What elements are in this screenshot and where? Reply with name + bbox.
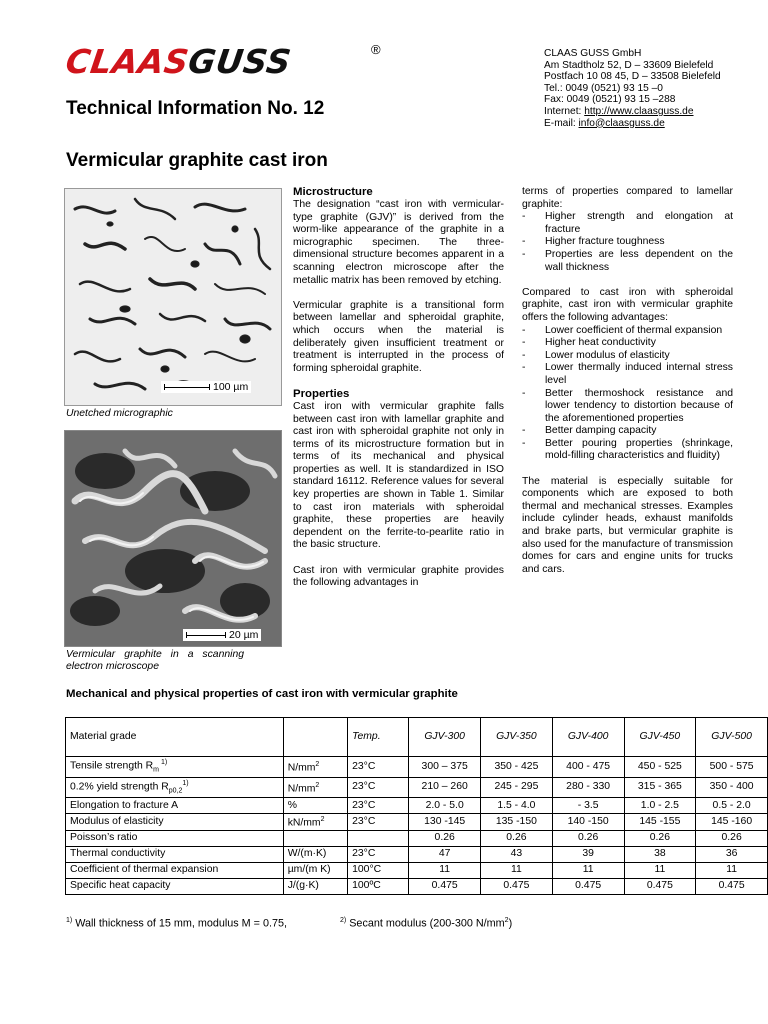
value-cell: 130 -145 [409,814,481,830]
sem-image [64,430,282,647]
value-cell: 0.475 [696,878,768,894]
internet-line [544,106,721,118]
table-body [66,757,768,895]
unit-text: W/(m·K) [287,848,327,860]
value-cell: 43 [481,846,553,862]
unit-text: J/(g·K) [287,880,319,892]
footnote-end: ) [508,917,513,930]
header-grade: GJV-350 [481,718,553,757]
header-grade: GJV-400 [552,718,624,757]
properties-paragraph: Cast iron with vermicular graphite falls between cast iron with lamellar graphite and cast iron with spheroidal graphite not only in terms of its microstructure formation but in terms of its mechanical and physical properties as well. It is standardized in ISO standard 16112. Reference values for several key properties are shown in Table 1. Similar to cast iron materials with spheroidal graphite, these properties are heavily dependent on the ferrite-to-pearlite ratio in the basic structure. [293,400,504,551]
list-item: - Better damping capacity [522,425,733,438]
unit-cell [283,846,347,862]
unit-text: µm/(m K) [287,864,331,876]
value-cell: 350 - 400 [696,777,768,798]
microstructure-paragraph: Vermicular graphite is a transitional form between lamellar and spheroidal graphite, which occurs when the material is deliberately given insufficient treatment or treatment is interrupted in the process of forming spheroidal graphite. [293,299,504,374]
unit-cell [283,798,347,814]
table-row [66,814,768,830]
property-name-cell [66,846,284,862]
value-cell: 36 [696,846,768,862]
value-cell: 0.26 [481,830,553,846]
temp-cell: 23°C [348,846,409,862]
footnote-mark: 2) [340,917,347,924]
table-row [66,846,768,862]
property-name-cell [66,777,284,798]
footnote-1 [66,917,287,930]
unit-cell [283,878,347,894]
value-cell: 0.475 [409,878,481,894]
property-name-cell [66,814,284,830]
value-cell: 38 [624,846,696,862]
unit-text: % [287,799,297,811]
list-item: - Lower modulus of elasticity [522,350,733,363]
header-temp: Temp. [348,718,409,757]
header-grade: GJV-450 [624,718,696,757]
temp-cell: 23°C [348,814,409,830]
property-name: Thermal conductivity [70,848,166,860]
unit-text: N/mm [287,783,316,795]
temp-cell: 23°C [348,777,409,798]
value-cell: 0.26 [409,830,481,846]
advantages-list-lamellar [522,211,733,274]
company-line: Am Stadtholz 52, D – 33609 Bielefeld [544,59,714,71]
value-cell: 245 - 295 [481,777,553,798]
middle-text-column [293,186,504,602]
table-row [66,777,768,798]
micrograph-scale-bar [161,381,251,393]
property-name: Coefficient of thermal expansion [70,864,219,876]
value-cell: 0.26 [552,830,624,846]
registered-mark: ® [371,42,381,57]
unit-cell [283,862,347,878]
email-label: E-mail: [544,117,579,129]
advantages-list-spheroidal [522,325,733,464]
value-cell: 280 - 330 [552,777,624,798]
value-cell: 11 [409,862,481,878]
value-cell: 2.0 - 5.0 [409,798,481,814]
value-cell: 0.475 [624,878,696,894]
unit-text: N/mm [287,762,316,774]
unit-exponent: 2 [315,781,320,789]
table-row [66,830,768,846]
value-cell: 0.26 [696,830,768,846]
value-cell: - 3.5 [552,798,624,814]
value-cell: 1.5 - 4.0 [481,798,553,814]
list-item: - Higher heat conductivity [522,337,733,350]
microstructure-paragraph: The designation “cast iron with vermicular-type graphite (GJV)” is derived from the worm-like appearance of the graphite in a micrographic specimen. The three-dimensional structure becomes apparent in a scanning electron microscope after the metallic matrix has been removed by etching. [293,199,504,286]
property-name-cell [66,830,284,846]
properties-paragraph: Cast iron with vermicular graphite provides the following advantages in [293,564,504,589]
temp-cell: 23°C [348,757,409,778]
microstructure-heading: Microstructure [293,186,373,198]
figure1-caption: Unetched micrographic [66,408,173,419]
unit-cell [283,757,347,778]
unit-text: kN/mm [287,817,321,829]
property-name: Elongation to fracture A [70,799,179,811]
value-cell: 0.475 [481,878,553,894]
email-link[interactable]: info@claasguss.de [578,117,665,129]
table-row [66,878,768,894]
value-cell: 0.26 [624,830,696,846]
property-name: Poisson’s ratio [70,832,138,844]
properties-table [65,717,768,895]
value-cell: 400 - 475 [552,757,624,778]
scale-bar-line [164,384,210,390]
property-name-cell [66,878,284,894]
company-line: Tel.: 0049 (0521) 93 15 –0 [544,82,663,94]
internet-label: Internet: [544,105,585,117]
value-cell: 39 [552,846,624,862]
company-line: CLAAS GUSS GmbH [544,48,642,59]
list-item: - Lower thermally induced internal stress level [522,362,733,387]
company-line: Postfach 10 08 45, D – 33508 Bielefeld [544,71,721,83]
temp-cell: 23°C [348,798,409,814]
right-text-column [522,186,733,589]
website-link[interactable]: http://www.claasguss.de [584,105,694,117]
property-footnote-ref: 1) [159,759,168,766]
list-item: - Better thermoshock resistance and lower tendency to distortion because of the aforementioned properties [522,388,733,426]
property-name-cell [66,798,284,814]
header-grade: GJV-500 [696,718,768,757]
list-item: - Better pouring properties (shrinkage, mold-filling characteristics and fluidity) [522,438,733,463]
advantages-intro: terms of properties compared to lamellar graphite: [522,186,733,210]
table-header-row [66,718,768,757]
property-name: Specific heat capacity [70,880,171,892]
logo-wordmark [63,42,293,82]
table-row [66,862,768,878]
table-title: Mechanical and physical properties of cast iron with vermicular graphite [66,688,458,700]
temp-cell [348,830,409,846]
list-item: - Properties are less dependent on the wall thickness [522,249,733,274]
value-cell: 450 - 525 [624,757,696,778]
sem-graphic [65,431,281,646]
sem-scale-bar [183,629,261,641]
footnote-text: Wall thickness of 15 mm, modulus M = 0.75, [72,917,287,930]
property-subscript: m [153,766,160,774]
footnote-text: Secant modulus (200-300 N/mm [346,917,505,930]
technical-info-title: Technical Information No. 12 [66,98,325,119]
value-cell: 145 -160 [696,814,768,830]
scale-bar-line [186,632,226,638]
header-unit [283,718,347,757]
logo-part-guss: GUSS [185,42,294,81]
header-grade: GJV-300 [409,718,481,757]
property-name: Modulus of elasticity [70,815,164,827]
value-cell: 300 – 375 [409,757,481,778]
advantages-intro: Compared to cast iron with spheroidal graphite, cast iron with vermicular graphite offers the following advantages: [522,286,733,323]
footnote-mark: 1) [66,917,73,924]
micrograph-image [64,188,282,406]
unit-exponent: 2 [320,816,325,824]
temp-cell: 100ºC [348,878,409,894]
property-name-cell [66,757,284,778]
applications-paragraph: The material is especially suitable for components which are exposed to both thermal and mechanical stresses. Examples include cylinder heads, exhaust manifolds and brake parts, but vermicular graphite is also used for the manufacture of transmission domes for cars and engine units for trucks and cars. [522,475,733,575]
list-item: - Lower coefficient of thermal expansion [522,325,733,338]
property-name: Tensile strength R [70,760,154,772]
scale-label: 100 µm [213,381,249,393]
unit-exponent: 2 [315,761,320,769]
value-cell: 1.0 - 2.5 [624,798,696,814]
scale-label: 20 µm [229,629,259,641]
page-title: Vermicular graphite cast iron [66,150,328,171]
company-logo [63,42,381,92]
company-address [544,48,721,129]
property-subscript: p0,2 [168,787,183,795]
logo-part-claas: CLAAS [63,42,192,81]
header-material-grade: Material grade [66,718,284,757]
value-cell: 11 [481,862,553,878]
property-name-cell [66,862,284,878]
footnote-sup: 2 [504,917,509,924]
value-cell: 135 -150 [481,814,553,830]
value-cell: 11 [624,862,696,878]
properties-heading: Properties [293,387,350,400]
unit-cell [283,777,347,798]
value-cell: 140 -150 [552,814,624,830]
property-name: 0.2% yield strength R [70,781,169,793]
company-line: Fax: 0049 (0521) 93 15 –288 [544,94,676,106]
micrograph-graphic [65,189,281,405]
value-cell: 0.475 [552,878,624,894]
value-cell: 500 - 575 [696,757,768,778]
list-item: - Higher strength and elongation at fracture [522,211,733,236]
unit-cell [283,814,347,830]
value-cell: 47 [409,846,481,862]
table-row [66,798,768,814]
email-line [544,118,721,130]
value-cell: 315 - 365 [624,777,696,798]
value-cell: 145 -155 [624,814,696,830]
table-row [66,757,768,778]
unit-cell [283,830,347,846]
footnote-2 [340,917,512,930]
figure2-caption: Vermicular graphite in a scanning electron microscope [66,649,244,672]
property-footnote-ref: 1) [182,779,189,787]
list-item: - Higher fracture toughness [522,236,733,249]
value-cell: 11 [696,862,768,878]
value-cell: 210 – 260 [409,777,481,798]
value-cell: 350 - 425 [481,757,553,778]
value-cell: 11 [552,862,624,878]
value-cell: 0.5 - 2.0 [696,798,768,814]
temp-cell: 100°C [348,862,409,878]
